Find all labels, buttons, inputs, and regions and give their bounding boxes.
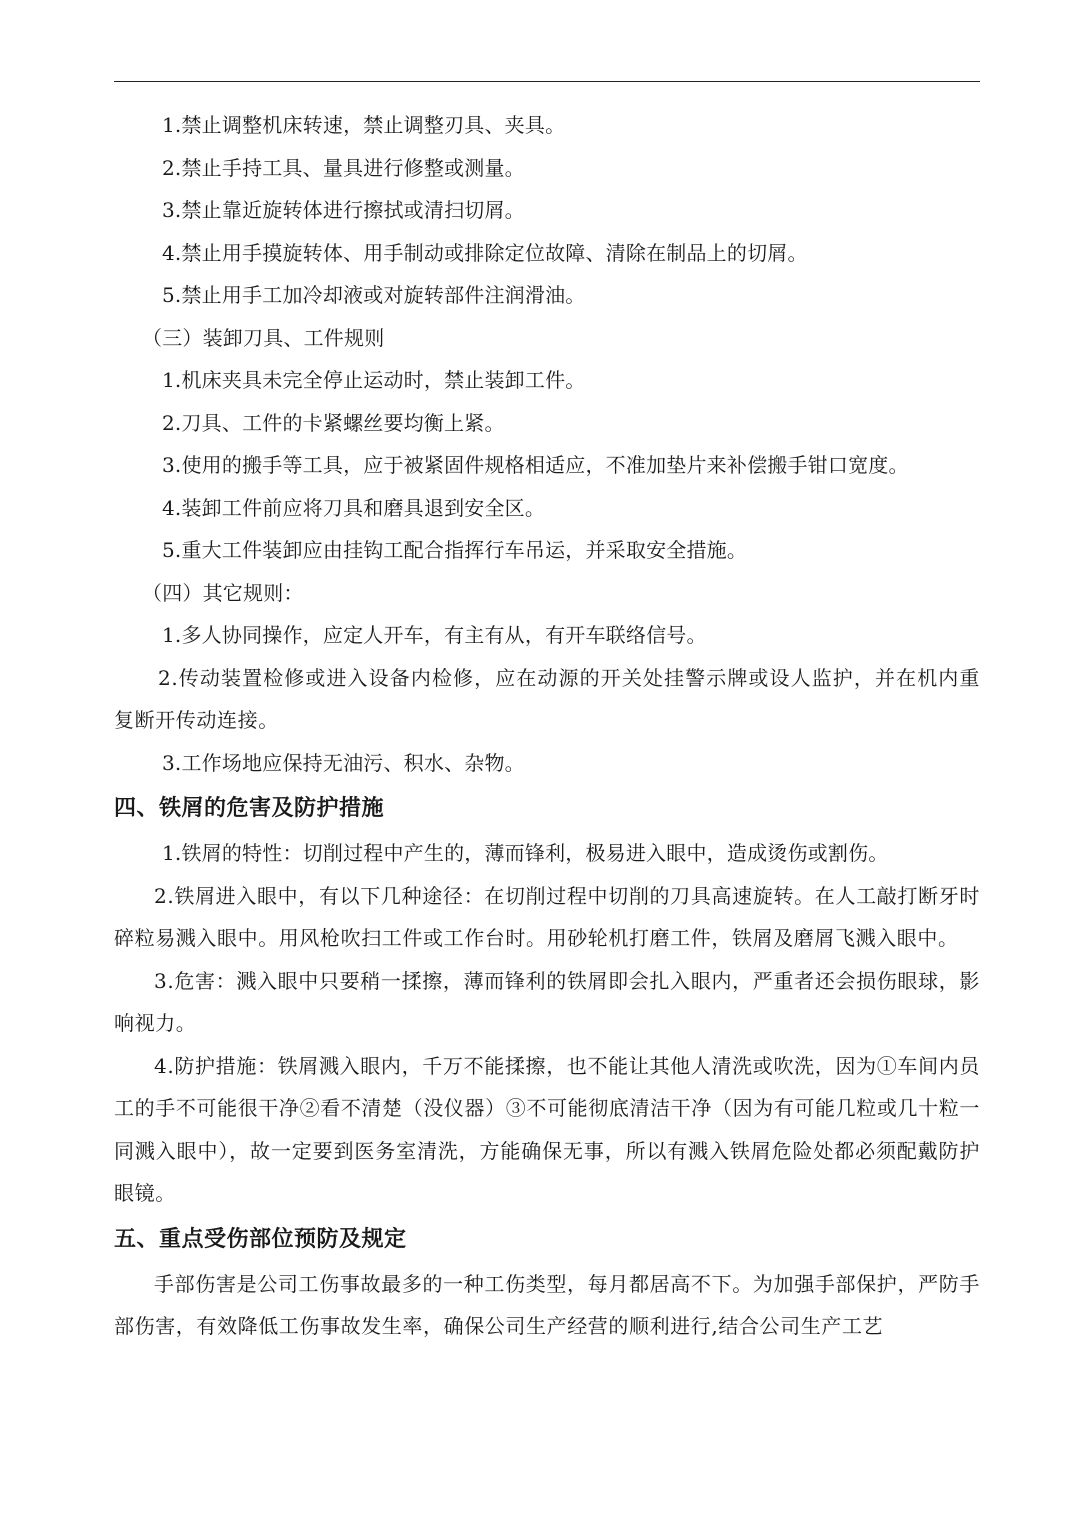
rule-item: 1.禁止调整机床转速，禁止调整刃具、夹具。 [162, 113, 566, 137]
body-paragraph: 手部伤害是公司工伤事故最多的一种工伤类型，每月都居高不下。为加强手部保护，严防手部伤害，有效降低工伤事故发生率，确保公司生产经营的顺利进行,结合公司生产工艺 [114, 1271, 980, 1338]
rule-item: 3.使用的搬手等工具，应于被紧固件规格相适应，不准加垫片来补偿搬手钳口宽度。 [162, 453, 909, 477]
header-rule [114, 81, 980, 82]
rule-item: 3.禁止靠近旋转体进行擦拭或清扫切屑。 [162, 198, 525, 222]
rule-item: 4.装卸工件前应将刀具和磨具退到安全区。 [162, 495, 546, 520]
rule-item: 2.刀具、工件的卡紧螺丝要均衡上紧。 [162, 410, 505, 435]
body-paragraph: 1.铁屑的特性：切削过程中产生的，薄而锋利，极易进入眼中，造成烫伤或割伤。 [162, 841, 889, 865]
rule-item: 3.工作场地应保持无油污、积水、杂物。 [162, 750, 525, 775]
rule-item: 5.重大工件装卸应由挂钩工配合指挥行车吊运，并采取安全措施。 [162, 538, 748, 562]
subsection-title: （三）装卸刀具、工件规则 [142, 325, 385, 350]
rule-item: 4.禁止用手摸旋转体、用手制动或排除定位故障、清除在制品上的切屑。 [162, 240, 808, 265]
body-paragraph: 4.防护措施：铁屑溅入眼内，千万不能揉擦，也不能让其他人清洗或吹洗，因为①车间内员工的手不可能很干净②看不清楚（没仪器）③不可能彻底清洁干净（因为有可能几粒或几十粒一同溅入眼中），故一定要到医务室清洗，方能确保无事，所以有溅入铁屑危险处都必须配戴防护眼镜。 [114, 1053, 980, 1205]
section-heading: 五、重点受伤部位预防及规定 [114, 1226, 407, 1252]
rule-item: 2.禁止手持工具、量具进行修整或测量。 [162, 155, 525, 180]
document-body [114, 104, 980, 1348]
rule-item: 1.机床夹具未完全停止运动时，禁止装卸工件。 [162, 368, 586, 392]
section-heading: 四、铁屑的危害及防护措施 [114, 796, 385, 821]
rule-paragraph: 2.传动装置检修或进入设备内检修，应在动源的开关处挂警示牌或设人监护，并在机内重复断开传动连接。 [114, 665, 980, 732]
body-paragraph: 2.铁屑进入眼中，有以下几种途径：在切削过程中切削的刀具高速旋转。在人工敲打断牙时碎粒易溅入眼中。用风枪吹扫工件或工作台时。用砂轮机打磨工件，铁屑及磨屑飞溅入眼中。 [114, 883, 980, 950]
subsection-title: （四）其它规则： [142, 580, 304, 605]
rule-item: 1.多人协同操作，应定人开车，有主有从，有开车联络信号。 [162, 623, 707, 647]
rule-item: 5.禁止用手工加冷却液或对旋转部件注润滑油。 [162, 283, 586, 307]
body-paragraph: 3.危害：溅入眼中只要稍一揉擦，薄而锋利的铁屑即会扎入眼内，严重者还会损伤眼球，影响视力。 [114, 968, 980, 1035]
